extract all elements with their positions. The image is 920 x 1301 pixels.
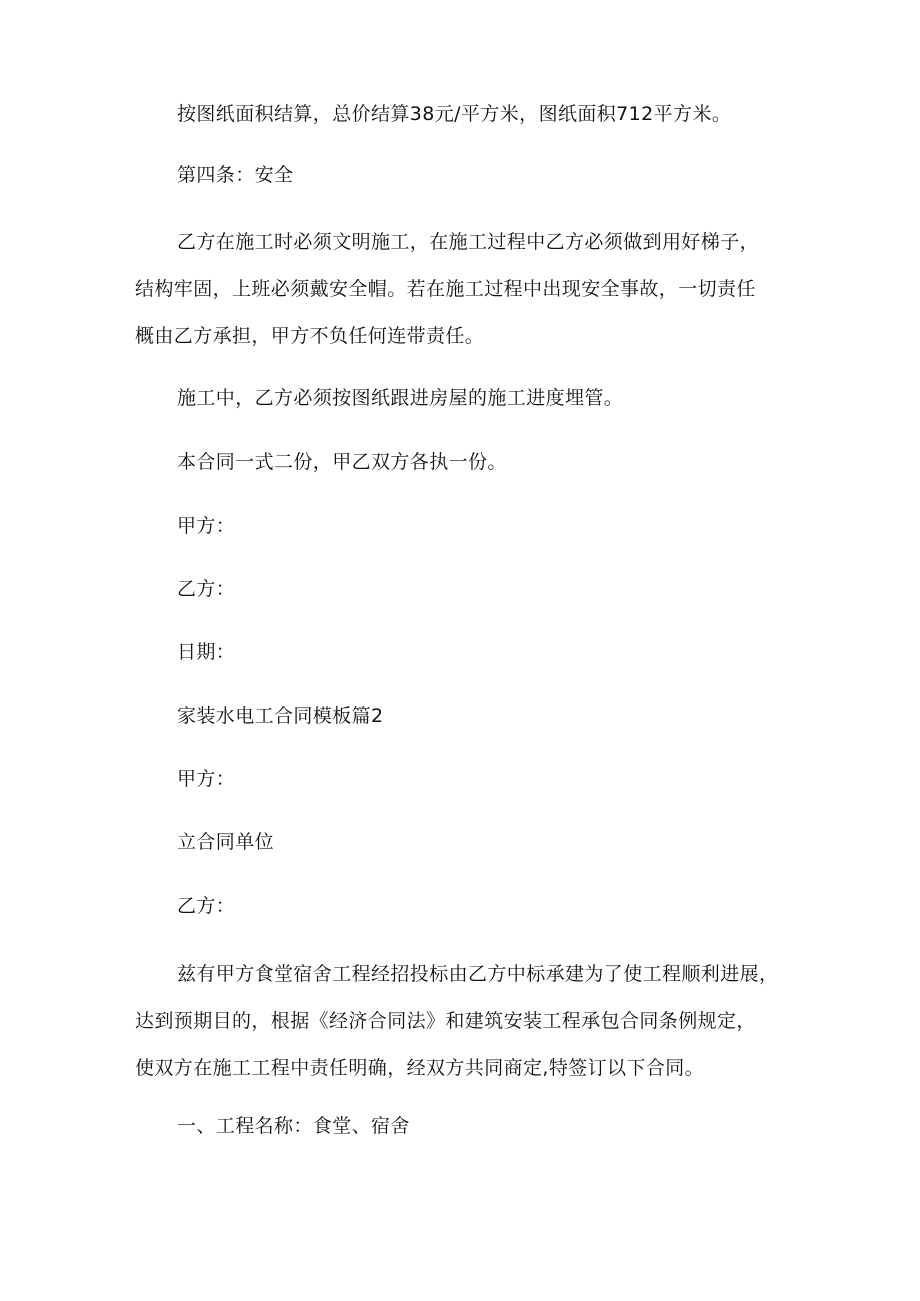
section-title: 家装水电工合同模板篇2: [177, 705, 384, 727]
copies-paragraph: 本合同一式二份，甲乙双方各执一份。: [177, 451, 507, 473]
contracting-unit-label: 立合同单位: [177, 831, 275, 853]
party-a-signature-label: 甲方：: [177, 515, 236, 537]
pipe-laying-paragraph: 施工中，乙方必须按图纸跟进房屋的施工进度埋管。: [177, 387, 624, 409]
preamble-line-2: 达到预期目的，根据《经济合同法》和建筑安装工程承包合同条例规定，: [135, 1010, 756, 1032]
date-label: 日期：: [177, 641, 236, 663]
safety-paragraph: [135, 219, 760, 360]
project-name-clause: 一、工程名称：食堂、宿舍: [177, 1115, 410, 1137]
safety-line-2: 结构牢固，上班必须戴安全帽。若在施工过程中出现安全事故，一切责任: [135, 278, 756, 300]
settlement-paragraph: 按图纸面积结算，总价结算38元/平方米，图纸面积712平方米。: [177, 103, 732, 125]
party-a-label: 甲方：: [177, 768, 236, 790]
party-b-signature-label: 乙方：: [177, 578, 236, 600]
preamble-line-1: 兹有甲方食堂宿舍工程经招投标由乙方中标承建为了使工程顺利进展，: [177, 963, 779, 985]
party-b-label: 乙方：: [177, 895, 236, 917]
safety-line-1: 乙方在施工时必须文明施工，在施工过程中乙方必须做到用好梯子，: [177, 231, 760, 253]
preamble-line-3: 使双方在施工工程中责任明确，经双方共同商定,特签订以下合同。: [135, 1057, 705, 1079]
safety-line-3: 概由乙方承担，甲方不负任何连带责任。: [135, 325, 485, 347]
preamble-paragraph: [135, 951, 779, 1092]
article-four-heading: 第四条：安全: [177, 164, 294, 186]
